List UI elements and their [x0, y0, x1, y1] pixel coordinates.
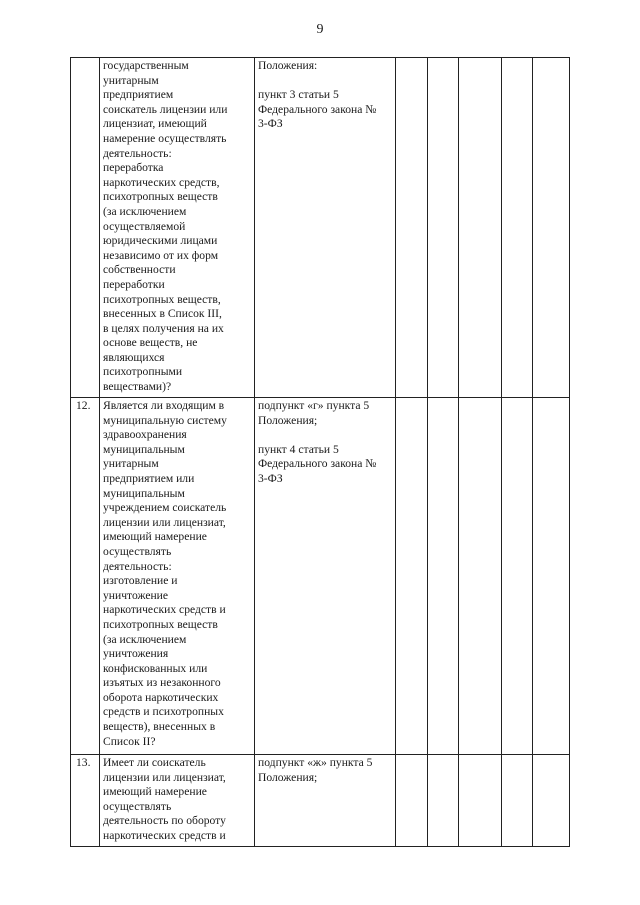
remarks-cell[interactable] — [533, 58, 570, 398]
question-line: государственным — [103, 59, 189, 72]
question-line: наркотических средств и — [103, 603, 226, 617]
question-line: осуществляемой — [103, 219, 186, 233]
question-line: (за исключением — [103, 632, 187, 646]
reference-cell — [255, 58, 396, 398]
question-line: предприятием или — [103, 471, 195, 485]
reference-line: 3-ФЗ — [258, 117, 283, 131]
reference-line: Положения; — [258, 413, 318, 427]
question-line: оборота наркотических — [103, 690, 219, 704]
reference-line: Федерального закона № — [258, 102, 377, 116]
table-row — [71, 755, 570, 847]
question-line: веществами)? — [103, 380, 172, 394]
answer-extra-cell[interactable] — [502, 58, 533, 398]
question-line: наркотических средств и — [103, 828, 226, 842]
question-line: предприятием — [103, 88, 174, 102]
answer-na-cell[interactable] — [459, 398, 502, 755]
question-line: независимо от их форм — [103, 248, 219, 262]
question-line: являющихся — [103, 350, 165, 364]
reference-line: подпункт «ж» пункта 5 — [258, 756, 373, 769]
question-line: внесенных в Список III, — [103, 307, 222, 321]
reference-line: Положения: — [258, 59, 318, 72]
question-line: Является ли входящим в — [103, 399, 225, 412]
answer-extra-cell[interactable] — [502, 755, 533, 847]
question-line: деятельность: — [103, 146, 172, 160]
answer-yes-cell[interactable] — [396, 58, 428, 398]
question-line: муниципальным — [103, 442, 185, 456]
question-line: переработка — [103, 161, 164, 175]
row-number: 12. — [71, 398, 100, 755]
question-line: изъятых из незаконного — [103, 676, 221, 690]
question-cell — [100, 755, 255, 847]
answer-no-cell[interactable] — [428, 58, 459, 398]
answer-extra-cell[interactable] — [502, 398, 533, 755]
question-line: имеющий намерение — [103, 785, 207, 799]
reference-line: 3-ФЗ — [258, 471, 283, 485]
reference-line: подпункт «г» пункта 5 — [258, 399, 370, 412]
page-number: 9 — [316, 22, 324, 37]
reference-line — [258, 428, 392, 443]
remarks-cell[interactable] — [533, 755, 570, 847]
question-line: собственности — [103, 263, 176, 277]
table-row — [71, 58, 570, 398]
question-line: наркотических средств, — [103, 175, 220, 189]
reference-line — [258, 74, 392, 89]
question-line: лицензии или лицензиат, — [103, 770, 226, 784]
question-line: основе веществ, не — [103, 336, 198, 350]
question-line: лицензиат, имеющий — [103, 117, 207, 131]
question-line: психотропных веществ — [103, 190, 218, 204]
question-line: уничтожения — [103, 647, 169, 661]
row-number: 13. — [71, 755, 100, 847]
reference-line: Положения; — [258, 770, 318, 784]
remarks-cell[interactable] — [533, 398, 570, 755]
table-row — [71, 398, 570, 755]
question-line: веществ), внесенных в — [103, 720, 216, 734]
reference-line: Федерального закона № — [258, 457, 377, 471]
question-line: муниципальным — [103, 486, 185, 500]
question-line: унитарным — [103, 457, 159, 471]
reference-cell — [255, 398, 396, 755]
question-line: унитарным — [103, 73, 159, 87]
reference-cell — [255, 755, 396, 847]
answer-na-cell[interactable] — [459, 755, 502, 847]
question-line: Список II? — [103, 734, 156, 748]
question-line: муниципальную систему — [103, 413, 227, 427]
question-line: в целях получения на их — [103, 321, 224, 335]
question-line: Имеет ли соискатель — [103, 756, 206, 769]
question-line: имеющий намерение — [103, 530, 207, 544]
question-line: психотропными — [103, 365, 183, 379]
question-line: учреждением соискатель — [103, 501, 227, 515]
question-line: уничтожение — [103, 588, 169, 602]
question-line: психотропных веществ — [103, 617, 218, 631]
question-line: деятельность по обороту — [103, 814, 226, 828]
question-line: психотропных веществ, — [103, 292, 221, 306]
question-line: изготовление и — [103, 574, 178, 588]
answer-no-cell[interactable] — [428, 398, 459, 755]
question-line: деятельность: — [103, 559, 172, 573]
reference-line: пункт 4 статьи 5 — [258, 442, 339, 456]
reference-line: пункт 3 статьи 5 — [258, 88, 339, 102]
question-line: осуществлять — [103, 799, 172, 813]
row-number — [71, 58, 100, 398]
checklist-table — [70, 57, 570, 847]
question-line: осуществлять — [103, 544, 172, 558]
question-cell — [100, 398, 255, 755]
question-line: (за исключением — [103, 204, 187, 218]
question-line: конфискованных или — [103, 661, 208, 675]
answer-yes-cell[interactable] — [396, 755, 428, 847]
question-line: намерение осуществлять — [103, 131, 227, 145]
question-line: соискатель лицензии или — [103, 102, 228, 116]
question-line: здравоохранения — [103, 428, 187, 442]
question-line: переработки — [103, 277, 165, 291]
answer-na-cell[interactable] — [459, 58, 502, 398]
answer-no-cell[interactable] — [428, 755, 459, 847]
answer-yes-cell[interactable] — [396, 398, 428, 755]
question-line: лицензии или лицензиат, — [103, 515, 226, 529]
question-line: юридическими лицами — [103, 234, 218, 248]
question-line: средств и психотропных — [103, 705, 224, 719]
question-cell — [100, 58, 255, 398]
